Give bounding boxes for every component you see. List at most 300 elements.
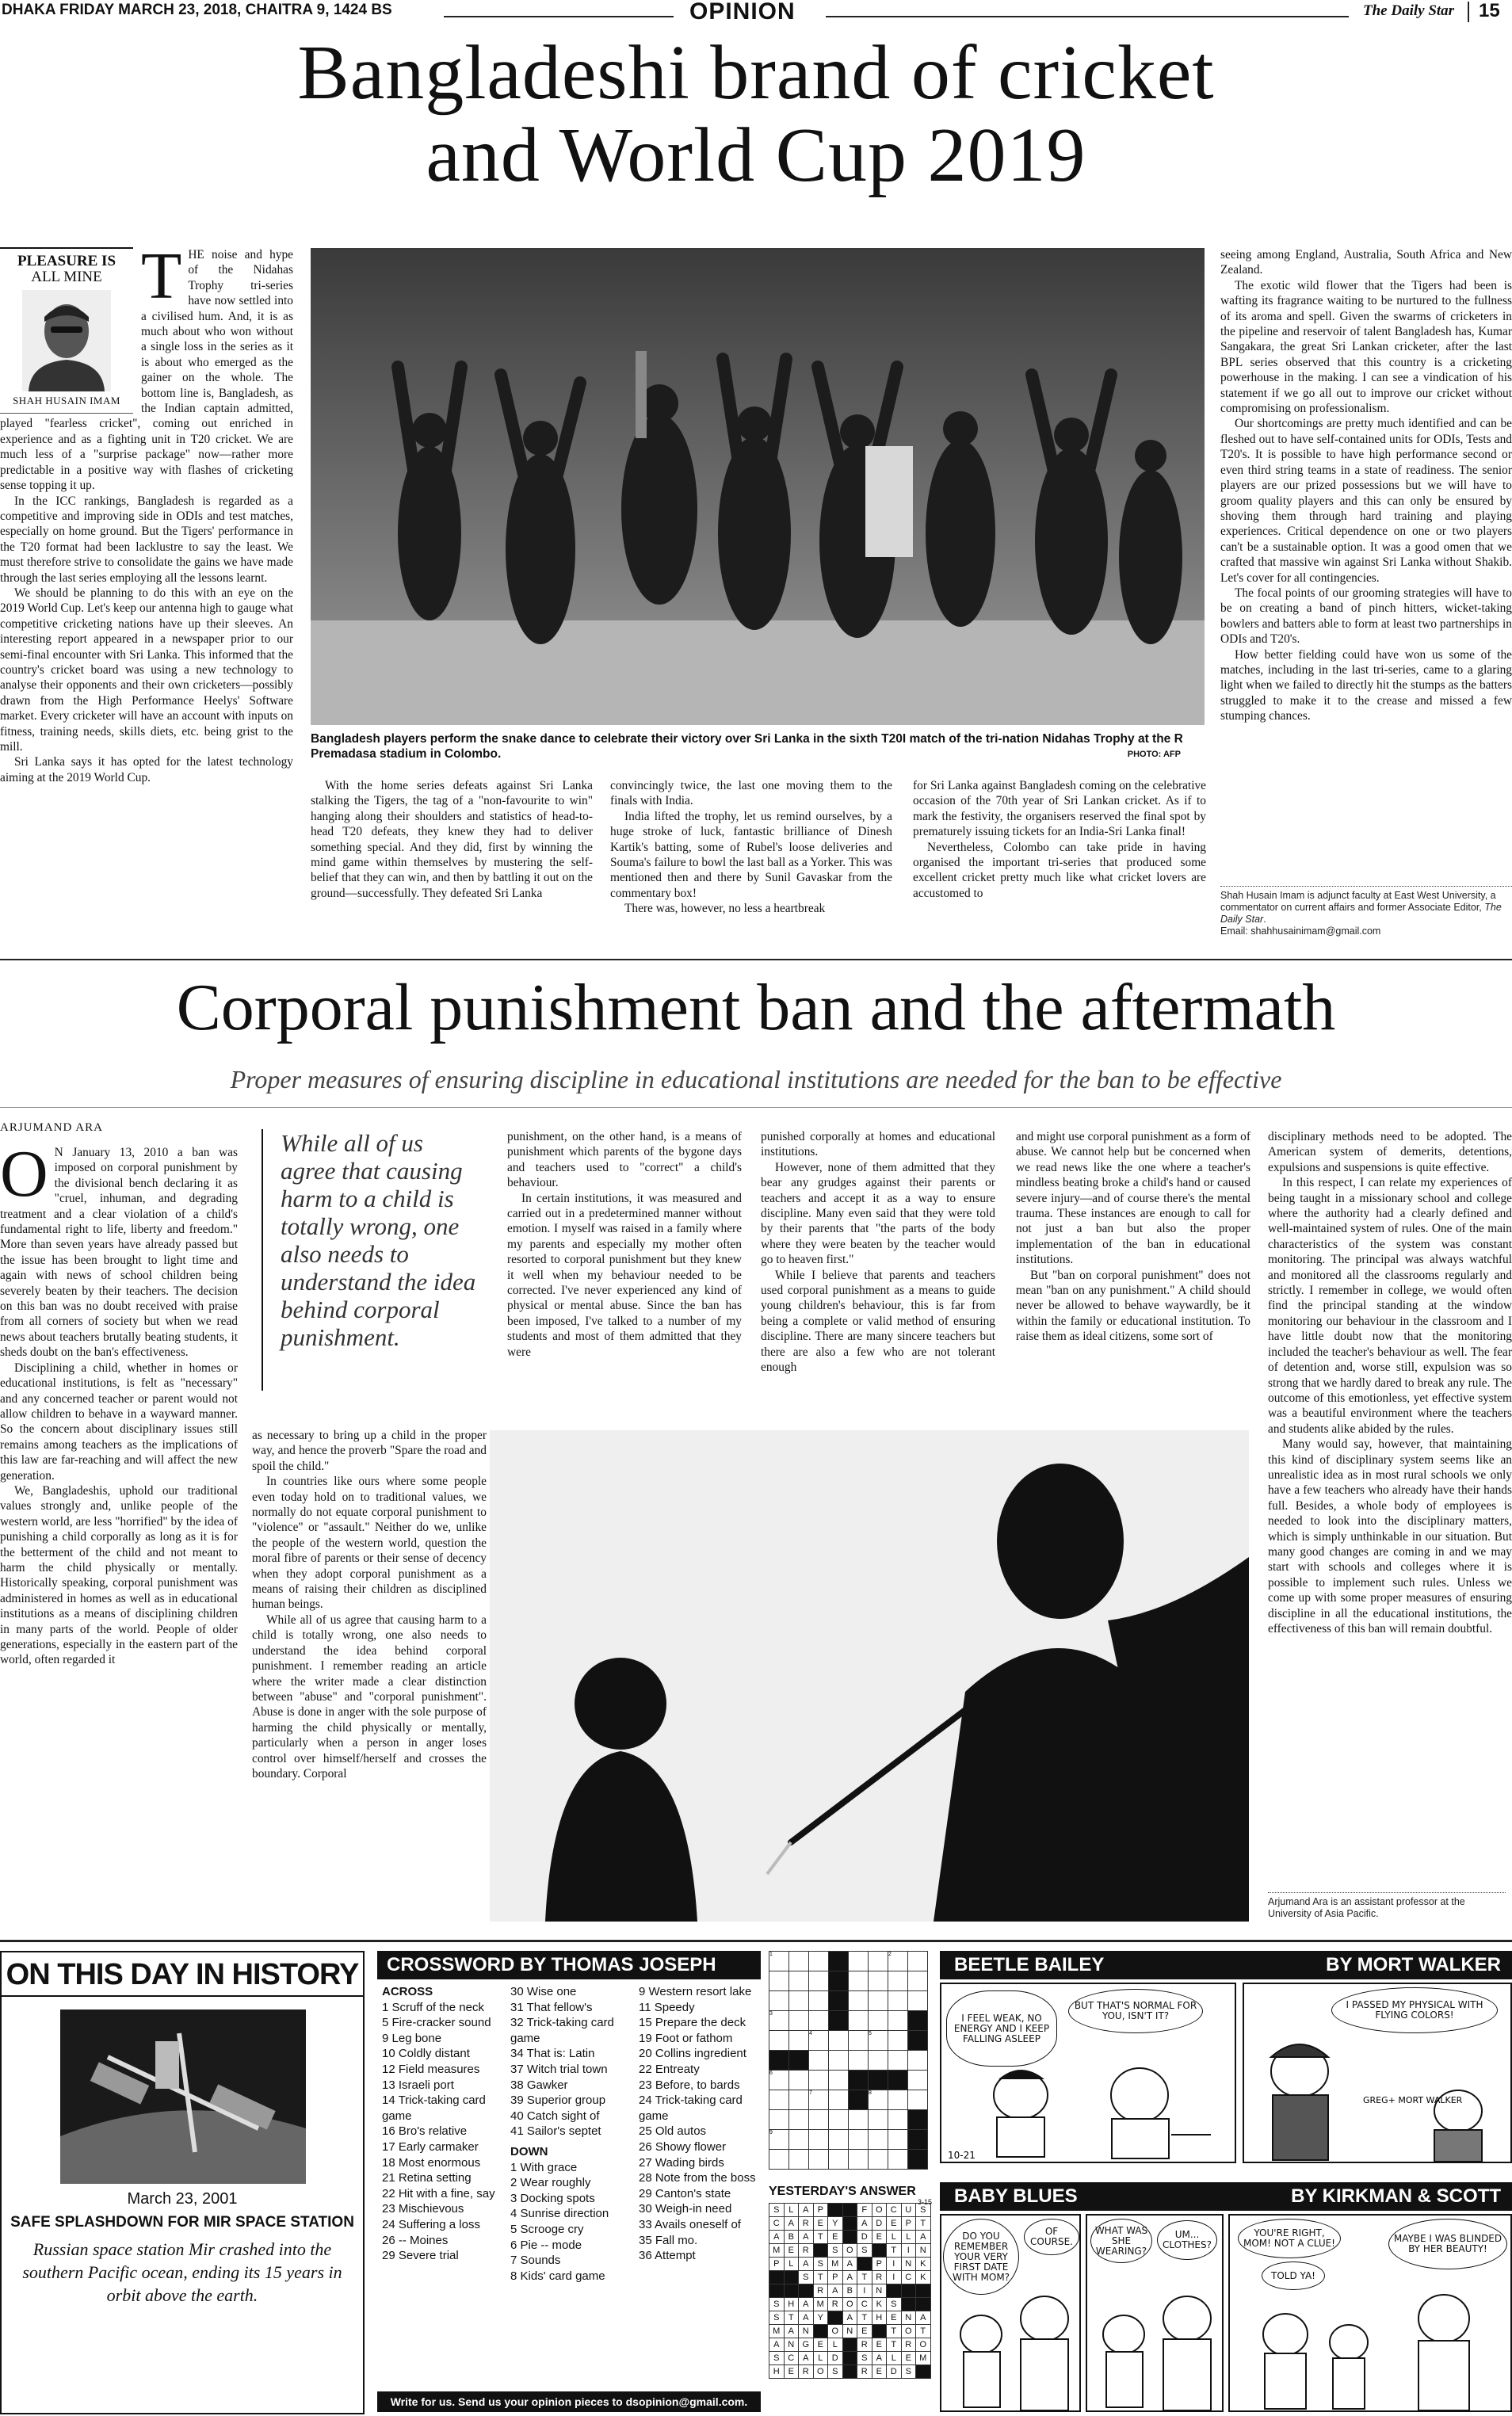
section-title: OPINION bbox=[689, 0, 796, 25]
answer-cell: S bbox=[828, 2365, 843, 2379]
answer-cell: F bbox=[857, 2204, 872, 2217]
clues-middle: 30 Wise one 31 That fellow's 32 Trick-taking card game 34 That is: Latin 37 Witch trial town 38 Gawker 39 Superior group 40 Catch sight of 41 Sailor's septet DOWN 1 With grace 2 Wear roughly 3 Docking spots 4 Sunrise direction 5 Scrooge cry 6 Pie -- mode 7 Sounds 8 Kids' card game bbox=[510, 1984, 636, 2396]
crossword-cell[interactable] bbox=[888, 2130, 908, 2150]
crossword-clue: 9 Western resort lake bbox=[639, 1985, 752, 1998]
crossword-cell[interactable] bbox=[908, 2130, 928, 2150]
crossword-cell[interactable]: 2 bbox=[888, 1952, 908, 1971]
answer-cell bbox=[916, 2284, 931, 2298]
crossword-cell[interactable] bbox=[869, 2150, 888, 2170]
answer-cell: T bbox=[887, 2338, 902, 2352]
crossword-clue: 22 Entreaty bbox=[639, 2062, 700, 2076]
answer-cell: H bbox=[769, 2365, 785, 2379]
answer-cell: E bbox=[784, 2365, 799, 2379]
crossword-cell[interactable] bbox=[809, 2071, 829, 2090]
answer-cell bbox=[916, 2365, 931, 2379]
crossword-cell[interactable]: 1 bbox=[769, 1952, 789, 1971]
crossword-clue: 23 Mischievous bbox=[382, 2202, 464, 2216]
answer-cell: O bbox=[813, 2365, 828, 2379]
crossword-cell[interactable]: 6 bbox=[769, 2071, 789, 2090]
crossword-cell[interactable] bbox=[829, 2031, 849, 2051]
answer-cell: M bbox=[916, 2352, 931, 2365]
answer-cell: S bbox=[769, 2298, 785, 2311]
answer-cell: S bbox=[769, 2311, 785, 2325]
answer-cell: N bbox=[799, 2325, 814, 2338]
babyblues-panel-2 bbox=[1086, 2214, 1224, 2412]
answer-cell: T bbox=[784, 2311, 799, 2325]
author-name: SHAH HUSAIN IMAM bbox=[13, 395, 120, 406]
answer-cell: E bbox=[828, 2231, 843, 2244]
photo-caption: Bangladesh players perform the snake dance to celebrate their victory over Sri Lanka in the sixth T20I match of the tri-nation Nidahas Trophy at the R Premadasa stadium in Colombo. PHOTO: AFP bbox=[311, 732, 1183, 761]
crossword-clue: 8 Kids' card game bbox=[510, 2269, 605, 2283]
crossword-cell[interactable] bbox=[789, 2110, 809, 2130]
headline-line-1: Bangladeshi brand of cricket bbox=[297, 30, 1215, 116]
column-tag-line-2: ALL MINE bbox=[31, 269, 102, 285]
masthead-rule-left bbox=[444, 16, 674, 17]
answer-cell: L bbox=[901, 2231, 916, 2244]
photo-credit: PHOTO: AFP bbox=[1127, 750, 1181, 759]
crossword-cell[interactable] bbox=[809, 2130, 829, 2150]
answer-cell bbox=[784, 2271, 799, 2284]
answer-cell: T bbox=[813, 2271, 828, 2284]
crossword-cell[interactable]: 5 bbox=[869, 2031, 888, 2051]
answer-cell: C bbox=[857, 2298, 872, 2311]
answer-cell: S bbox=[916, 2204, 931, 2217]
crossword-cell[interactable] bbox=[829, 1991, 849, 2011]
drop-cap: O bbox=[0, 1145, 48, 1211]
answer-cell: A bbox=[916, 2231, 931, 2244]
answer-cell bbox=[828, 2204, 843, 2217]
crossword-cell[interactable] bbox=[829, 2051, 849, 2071]
answer-cell: R bbox=[857, 2338, 872, 2352]
answer-cell: O bbox=[901, 2325, 916, 2338]
answer-cell: A bbox=[872, 2352, 887, 2365]
crossword-clue: 37 Witch trial town bbox=[510, 2062, 608, 2076]
crossword-clue: 1 With grace bbox=[510, 2160, 578, 2174]
crossword-cell[interactable] bbox=[849, 2051, 869, 2071]
crossword-cell[interactable] bbox=[888, 2051, 908, 2071]
answer-cell: E bbox=[887, 2311, 902, 2325]
answer-cell: R bbox=[799, 2244, 814, 2258]
answer-cell: B bbox=[784, 2231, 799, 2244]
answer-cell: P bbox=[828, 2271, 843, 2284]
masthead-divider bbox=[1468, 2, 1469, 22]
crossword-clue: 36 Attempt bbox=[639, 2249, 696, 2263]
answer-cell: N bbox=[916, 2244, 931, 2258]
crossword-cell[interactable] bbox=[769, 2031, 789, 2051]
answer-cell: M bbox=[769, 2244, 785, 2258]
answer-cell: D bbox=[857, 2231, 872, 2244]
answer-cell bbox=[872, 2325, 887, 2338]
crossword-cell[interactable] bbox=[849, 1991, 869, 2011]
answer-cell: R bbox=[901, 2338, 916, 2352]
answer-cell: O bbox=[842, 2244, 857, 2258]
crossword-clue: 12 Field measures bbox=[382, 2062, 480, 2076]
crossword-cell[interactable] bbox=[809, 1991, 829, 2011]
crossword-cell[interactable] bbox=[769, 2150, 789, 2170]
speech-bubble: I PASSED MY PHYSICAL WITH FLYING COLORS! bbox=[1331, 1987, 1498, 2033]
crossword-cell[interactable] bbox=[908, 1991, 928, 2011]
crossword-cell[interactable] bbox=[829, 2011, 849, 2031]
svg-text:10-21: 10-21 bbox=[948, 2150, 976, 2161]
answer-cell: D bbox=[872, 2217, 887, 2231]
crossword-clue: 6 Pie -- mode bbox=[510, 2238, 582, 2252]
crossword-clue: 26 Showy flower bbox=[639, 2139, 727, 2154]
subhead-rule bbox=[0, 1107, 1512, 1108]
answer-cell: R bbox=[799, 2217, 814, 2231]
answer-cell: N bbox=[901, 2311, 916, 2325]
crossword-clue: 25 Old autos bbox=[639, 2124, 707, 2139]
crossword-cell[interactable] bbox=[809, 2051, 829, 2071]
crossword-cell[interactable] bbox=[908, 1952, 928, 1971]
crossword-cell[interactable]: 3 bbox=[769, 2011, 789, 2031]
answer-cell: I bbox=[857, 2284, 872, 2298]
answer-cell: S bbox=[813, 2258, 828, 2271]
crossword-cell[interactable] bbox=[829, 2130, 849, 2150]
article2-author-bio: Arjumand Ara is an assistant professor at the University of Asia Pacific. bbox=[1268, 1892, 1506, 1920]
masthead-rule-right bbox=[826, 16, 1349, 17]
answer-cell: I bbox=[901, 2244, 916, 2258]
crossword-cell[interactable] bbox=[869, 2071, 888, 2090]
speech-bubble: MAYBE I WAS BLINDED BY HER BEAUTY! bbox=[1388, 2219, 1507, 2269]
crossword-cell[interactable] bbox=[829, 2150, 849, 2170]
crossword-cell[interactable] bbox=[829, 1952, 849, 1971]
answer-cell: S bbox=[799, 2271, 814, 2284]
crossword-cell[interactable] bbox=[869, 2110, 888, 2130]
crossword-clue: 9 Leg bone bbox=[382, 2031, 442, 2045]
article2-column-1: O N January 13, 2010 a ban was imposed on corporal punishment by the divisional bench declaring it as "cruel, inhuman, and degrading treatment and a clear violation of a child's fundamental right to life, liberty and freedom." More than seven years have already passed but the issue has been brought to light time and again with news of school children being severely beaten by their teachers. The decision on this ban was no doubt received with praise from all corners of society but when we read news about teachers brutally beating students, it sheds doubt on the ban's effectiveness. Disciplining a child, whether in homes or educational institutions, is felt as "necessary" and any concerned teacher or parent would not allow children to behave in a wayward manner. So the concern about disciplinary issues still remains among teachers as the implications of this law are far-reaching and will affect the new generation. We, Bangladeshis, uphold our traditional values strongly and, unlike people of the western world, are less "horrified" by the idea of punishing a child corporally as long as it is for the betterment of the child and not meant to harm the child physically or mentally. Historically speaking, corporal punishment was administered in homes as well as in educational institutions as a means of disciplining children in many parts of the world. People of older generations, especially in the eastern part of the world, often regarded it bbox=[0, 1145, 238, 1667]
crossword-cell[interactable] bbox=[908, 2051, 928, 2071]
answer-cell: P bbox=[769, 2258, 785, 2271]
history-headline: SAFE SPLASHDOWN FOR MIR SPACE STATION bbox=[10, 2214, 354, 2231]
crossword-cell[interactable] bbox=[809, 2150, 829, 2170]
answer-cell: C bbox=[901, 2271, 916, 2284]
crossword-cell[interactable] bbox=[869, 1971, 888, 1991]
crossword-clue: 23 Before, to bards bbox=[639, 2078, 740, 2092]
answer-cell: S bbox=[769, 2352, 785, 2365]
crossword-cell[interactable] bbox=[908, 2150, 928, 2170]
crossword-cell[interactable] bbox=[769, 2090, 789, 2110]
answer-cell: E bbox=[813, 2338, 828, 2352]
crossword-clue: 39 Superior group bbox=[510, 2093, 606, 2108]
article2-author: ARJUMAND ARA bbox=[0, 1121, 103, 1134]
crossword-cell[interactable] bbox=[869, 2130, 888, 2150]
crossword-cell[interactable] bbox=[849, 1971, 869, 1991]
answer-cell: T bbox=[857, 2311, 872, 2325]
crossword-cell[interactable] bbox=[829, 2090, 849, 2110]
headline-line-2: and World Cup 2019 bbox=[426, 113, 1086, 198]
speech-bubble: WHAT WAS SHE WEARING? bbox=[1090, 2219, 1152, 2263]
clue-list-2b bbox=[510, 2160, 636, 2284]
crossword-grid-table[interactable] bbox=[769, 1951, 928, 2170]
pull-quote: While all of us agree that causing harm to a child is totally wrong, one also needs to understand the idea behind corporal punishment. bbox=[262, 1129, 477, 1391]
answer-cell: E bbox=[857, 2325, 872, 2338]
answer-cell: D bbox=[828, 2352, 843, 2365]
answer-cell: K bbox=[916, 2258, 931, 2271]
answer-cell: M bbox=[813, 2298, 828, 2311]
crossword-clue: 32 Trick-taking card game bbox=[510, 2016, 614, 2045]
crossword-cell[interactable] bbox=[888, 2150, 908, 2170]
crossword-cell[interactable] bbox=[789, 2031, 809, 2051]
crossword-cell[interactable] bbox=[789, 2071, 809, 2090]
article1-paragraph-1: THE noise and hype of the Nidahas Trophy tri-series have now settled into a civilised hum. And, it is as much about who won without a single loss in the series as it is about who emerged as the gainer on the whole. The bottom line is, Bangladesh, as the Indian captain admitted, played "fearless cricket", coming out enriched in experience and as a fighting unit in T20 cricket. We are much less of a "surprise package" now—rather more predictable in a positive way with flashes of cricketing sense topping it up. bbox=[0, 247, 293, 493]
history-date: March 23, 2001 bbox=[127, 2190, 238, 2208]
crossword-cell[interactable] bbox=[789, 2051, 809, 2071]
answer-cell: K bbox=[916, 2271, 931, 2284]
crossword-cell[interactable]: 7 bbox=[809, 2090, 829, 2110]
crossword-footer: Write for us. Send us your opinion pieces to dsopinion@gmail.com. bbox=[377, 2391, 761, 2412]
answer-cell bbox=[887, 2284, 902, 2298]
answer-cell: L bbox=[784, 2204, 799, 2217]
crossword-cell[interactable] bbox=[829, 1971, 849, 1991]
column-tag-line-1: PLEASURE IS bbox=[17, 253, 116, 269]
crossword-cell[interactable] bbox=[888, 2110, 908, 2130]
crossword-clue: 22 Hit with a fine, say bbox=[382, 2186, 495, 2200]
answer-cell: P bbox=[901, 2217, 916, 2231]
crossword-cell[interactable] bbox=[769, 1991, 789, 2011]
crossword-cell[interactable] bbox=[809, 2110, 829, 2130]
answer-cell: T bbox=[887, 2244, 902, 2258]
crossword-clue: 5 Fire-cracker sound bbox=[382, 2016, 491, 2030]
crossword-cell[interactable] bbox=[789, 1971, 809, 1991]
article1-column-3: convincingly twice, the last one moving them to the finals with India. India lifted the trophy, let us remind ourselves, by a huge stroke of luck, fantastic brilliance of Dinesh Kartik's batting, some of Rubel's loose deliveries and Souma's failure to bowl the last ball as a Yorker. This was mentioned then and there by Sunil Gavaskar from the commentary box! There was, however, no less a heartbreak bbox=[610, 779, 892, 916]
crossword-cell[interactable] bbox=[908, 1971, 928, 1991]
article1-paragraph: In the ICC rankings, Bangladesh is regarded as a competitive and improving side in ODIs and test matches, especially on home ground. But the Tigers' performance in the T20 format had been lacklustre to say the least. We must therefore strive to consolidate the gains we have made through the last series employing all the lessons learnt. bbox=[0, 494, 293, 585]
answer-cell: S bbox=[769, 2204, 785, 2217]
clue-list-1 bbox=[382, 2000, 507, 2264]
corporal-punishment-photo bbox=[490, 1430, 1249, 1922]
answer-cell: C bbox=[887, 2204, 902, 2217]
crossword-cell[interactable] bbox=[849, 2090, 869, 2110]
crossword-cell[interactable] bbox=[908, 2011, 928, 2031]
article1-paragraph: Sri Lanka says it has opted for the latest technology aiming at the 2019 World Cup. bbox=[0, 755, 293, 784]
crossword-clue: 27 Wading birds bbox=[639, 2155, 724, 2170]
answer-cell: A bbox=[799, 2204, 814, 2217]
crossword-clue: 35 Fall mo. bbox=[639, 2233, 698, 2247]
answer-cell: I bbox=[887, 2258, 902, 2271]
answer-cell: A bbox=[784, 2217, 799, 2231]
crossword-clue: 21 Retina setting bbox=[382, 2171, 472, 2185]
babyblues-panel2-drawing bbox=[1087, 2216, 1224, 2412]
answer-cell bbox=[916, 2298, 931, 2311]
section-divider bbox=[0, 959, 1512, 960]
crossword-clue: 24 Suffering a loss bbox=[382, 2217, 480, 2231]
crossword-cell[interactable] bbox=[849, 2150, 869, 2170]
answer-cell: L bbox=[813, 2352, 828, 2365]
answer-cell bbox=[813, 2325, 828, 2338]
crossword-grid[interactable] bbox=[769, 1951, 932, 2204]
crossword-cell[interactable] bbox=[888, 2071, 908, 2090]
crossword-clue: 28 Note from the boss bbox=[639, 2171, 756, 2185]
beetle-panel-2 bbox=[1243, 1983, 1512, 2163]
answer-cell: B bbox=[842, 2284, 857, 2298]
crossword-clue: 30 Wise one bbox=[510, 1985, 577, 1998]
crossword-cell[interactable]: 8 bbox=[869, 2090, 888, 2110]
crossword-clue: 40 Catch sight of bbox=[510, 2109, 600, 2123]
crossword-clue: 38 Gawker bbox=[510, 2078, 568, 2092]
history-title: ON THIS DAY IN HISTORY bbox=[2, 1952, 363, 1997]
answer-cell bbox=[842, 2231, 857, 2244]
crossword-cell[interactable] bbox=[769, 2051, 789, 2071]
masthead bbox=[0, 0, 1512, 27]
crossword-clue: 34 That is: Latin bbox=[510, 2047, 595, 2061]
crossword-cell[interactable] bbox=[789, 2011, 809, 2031]
answer-cell bbox=[842, 2352, 857, 2365]
silhouette-teacher-child-image bbox=[490, 1430, 1249, 1922]
answer-cell: R bbox=[872, 2271, 887, 2284]
answer-cell: A bbox=[916, 2311, 931, 2325]
answer-cell bbox=[901, 2298, 916, 2311]
speech-bubble: YOU'RE RIGHT, MOM! NOT A CLUE! bbox=[1238, 2219, 1341, 2258]
beetle-bailey-header: BEETLE BAILEY BY MORT WALKER bbox=[940, 1951, 1512, 1979]
crossword-cell[interactable] bbox=[789, 2090, 809, 2110]
answer-cell: E bbox=[813, 2217, 828, 2231]
crossword-cell[interactable] bbox=[869, 2051, 888, 2071]
answer-cell: A bbox=[842, 2271, 857, 2284]
mir-space-station-photo bbox=[60, 2010, 306, 2184]
crossword-cell[interactable] bbox=[829, 2071, 849, 2090]
answer-cell: O bbox=[842, 2298, 857, 2311]
answer-cell: A bbox=[842, 2311, 857, 2325]
answer-cell bbox=[857, 2258, 872, 2271]
answer-cell: T bbox=[916, 2217, 931, 2231]
crossword-cell[interactable] bbox=[849, 2130, 869, 2150]
crossword-clue: 11 Speedy bbox=[639, 2000, 695, 2014]
crossword-cell[interactable] bbox=[908, 2090, 928, 2110]
crossword-cell[interactable] bbox=[849, 2011, 869, 2031]
baby-blues-header: BABY BLUES BY KIRKMAN & SCOTT bbox=[940, 2182, 1512, 2211]
answer-cell: O bbox=[916, 2338, 931, 2352]
answer-cell: L bbox=[828, 2338, 843, 2352]
answer-cell: T bbox=[916, 2325, 931, 2338]
answer-cell: C bbox=[784, 2352, 799, 2365]
crossword-clue: 33 Avails oneself of bbox=[639, 2217, 741, 2231]
answer-cell: M bbox=[769, 2325, 785, 2338]
speech-bubble: I FEEL WEAK, NO ENERGY AND I KEEP FALLING ASLEEP bbox=[946, 1990, 1057, 2067]
article1-paragraph: We should be planning to do this with an eye on the 2019 World Cup. Let's keep our antenna high to gauge what competitive cricketing nations have up their sleeves. An interesting report appeared in a newspaper prior to our semi-final encounter with Sri Lanka. This informed that the country's cricket board was using a new technology to analyse their opponents and their own cricketers—possibly drawn from the High Performance Heelys' Software market. Every cricketer will have an account with inputs on fitness, training needs, skills diets, etc. being grist to the mill. bbox=[0, 586, 293, 754]
answer-cell: K bbox=[872, 2298, 887, 2311]
crossword-clue: 18 Most enormous bbox=[382, 2155, 481, 2170]
speech-bubble: BUT THAT'S NORMAL FOR YOU, ISN'T IT? bbox=[1068, 1989, 1203, 2033]
crossword-cell[interactable] bbox=[809, 2011, 829, 2031]
beetle-panel-1 bbox=[940, 1983, 1236, 2163]
beetle-bailey-strip bbox=[940, 1983, 1512, 2163]
crossword-cell[interactable] bbox=[829, 2110, 849, 2130]
answer-cell: Y bbox=[813, 2311, 828, 2325]
crossword-cell[interactable] bbox=[888, 1991, 908, 2011]
beetle-soldier-drawing bbox=[1244, 1984, 1512, 2163]
crossword-cell[interactable]: 4 bbox=[809, 2031, 829, 2051]
crossword-cell[interactable] bbox=[849, 2071, 869, 2090]
answer-cell: R bbox=[813, 2284, 828, 2298]
article2-column-4: punished corporally at homes and educational institutions. However, none of them admitted that they bear any grudges against their parents or teachers and accept it as a way to ensure discipline. Many even said that they were told by their parents that "the parts of the body where they were beaten by the teacher would go to heaven first." While I believe that parents and teachers used corporal punishment as a means to guide young children's behaviour, this is far from being a complete or valid method of ensuring discipline. There are many sincere teachers but there are also a few who are not tolerant enough bbox=[761, 1130, 995, 1375]
crossword-clue: 41 Sailor's septet bbox=[510, 2124, 601, 2139]
crossword-cell[interactable] bbox=[869, 1991, 888, 2011]
crossword-cell[interactable] bbox=[908, 2071, 928, 2090]
crossword-cell[interactable] bbox=[869, 2011, 888, 2031]
answer-cell: N bbox=[872, 2284, 887, 2298]
crossword-cell[interactable] bbox=[849, 2031, 869, 2051]
answer-cell: H bbox=[872, 2311, 887, 2325]
answer-cell: R bbox=[799, 2365, 814, 2379]
answer-cell: S bbox=[857, 2244, 872, 2258]
answer-cell: T bbox=[857, 2271, 872, 2284]
answer-cell bbox=[842, 2365, 857, 2379]
crossword-clue: 20 Collins ingredient bbox=[639, 2047, 746, 2061]
crossword-cell[interactable] bbox=[769, 2110, 789, 2130]
answer-cell bbox=[901, 2284, 916, 2298]
answer-cell: A bbox=[769, 2231, 785, 2244]
article2-column-6: disciplinary methods need to be adopted. The American system of demerits, detentions, expulsions and suspensions is quite effective. In this respect, I can relate my experiences of being taught in a missionary school and college where the authority had a clearly defined and well-maintained system of rules. One of the main characteristics of the system was constant monitoring. The principal was always watchful and monitored all the classrooms regularly and strictly. I remember in college, we would often find the principal standing at the window monitoring our behaviour in the classroom and I have little doubt now that the monitoring included the teacher's behaviour as well. The fear of detention and, worse still, expulsion was so strong that we hardly dared to break any rule. The outcome of this emotionless, yet effective system was a beautiful environment where the teachers and students alike abided by the rules. Many would say, however, that maintaining this kind of disciplinary system seems like an unrealistic idea as in most rural schools we only have a few teachers who already have their hands full. Besides, a whole body of employees is needed to look into the disciplinary matters, which is simply unthinkable in our situation. But many good changes are coming in and we may start with schools and colleges where it is possible to implement such rules. Unless we come up with some proper measures of ensuring discipline in all the educational institutions, the effectiveness of this ban will remain doubtful. bbox=[1268, 1130, 1512, 1635]
crossword-cell[interactable] bbox=[888, 2011, 908, 2031]
answer-cell: E bbox=[872, 2231, 887, 2244]
answer-cell: A bbox=[828, 2284, 843, 2298]
yesterday-answer-grid bbox=[769, 2203, 932, 2379]
crossword-clue: 15 Prepare the deck bbox=[639, 2016, 746, 2030]
answer-cell: E bbox=[887, 2217, 902, 2231]
answer-cell: L bbox=[887, 2231, 902, 2244]
answer-cell: O bbox=[828, 2325, 843, 2338]
answer-cell: N bbox=[901, 2258, 916, 2271]
crossword-cell[interactable] bbox=[809, 1971, 829, 1991]
crossword-cell[interactable] bbox=[849, 1952, 869, 1971]
crossword-cell[interactable] bbox=[888, 1971, 908, 1991]
crossword-cell[interactable] bbox=[908, 2110, 928, 2130]
article1-column-2: With the home series defeats against Sri Lanka stalking the Tigers, the tag of a "non-favourite to win" hanging along their shoulders and statistics of head-to-head T20 defeats, they knew they had to deliver something special. And they did, first by winning the mind game within themselves by mustering the self-belief that they can win, and then by battling it out on the ground—successfully. They defeated Sri Lanka bbox=[311, 779, 593, 900]
speech-bubble: UM... CLOTHES? bbox=[1157, 2220, 1217, 2260]
answer-cell: C bbox=[769, 2217, 785, 2231]
crossword-box bbox=[377, 1951, 932, 2414]
article1-column-4: for Sri Lanka against Bangladesh coming on the celebrative occasion of the 70th year of Sri Lankan cricket. As if to mark the festivity, the organisers reserved the final spot by prematurely issuing tickets for an India-Sri Lanka final! Nevertheless, Colombo can take pride in having organised the important tri-series that produced some excellent cricket pretty much like what cricket lovers are accustomed to bbox=[913, 779, 1206, 900]
answer-cell: S bbox=[857, 2352, 872, 2365]
svg-text:GREG+ MORT WALKER: GREG+ MORT WALKER bbox=[1363, 2095, 1463, 2105]
crossword-cell[interactable]: 9 bbox=[769, 2130, 789, 2150]
babyblues-panel1-drawing bbox=[941, 2216, 1081, 2412]
speech-bubble: DO YOU REMEMBER YOUR VERY FIRST DATE WITH MOM? bbox=[943, 2219, 1019, 2295]
babyblues-panel-3 bbox=[1228, 2214, 1512, 2412]
article1-column-5: seeing among England, Australia, South Africa and New Zealand. The exotic wild flower that the Tigers had been is wafting its fragrance waiting to be nurtured to the fullness of its aroma and spell. Given the swarms of cricketers in the pipeline and reservoir of talent Bangladesh has, Kumar Sangakara, the great Sri Lankan cricketer, after the last BPL series observed that this country is a cricketing powerhouse in the making. I can see a vindication of his statement if we go all out to improve our cricket without compromising on professionalism. Our shortcomings are pretty much identified and can be fleshed out to have self-contained units for ODIs, Tests and T20's. It is possible to have high performance second or even third string teams in a state of readiness. The senior players are our prized possessions but we will have to groom quality players and this can only be ensured by shoving them through hard training and playing experiences. Critical dependence on one or two players can't be a sustainable option. It was a good omen that we crafted that massive win against Sri Lanka without Shakib. Let's cover for all contingencies. The focal points of our grooming strategies will have to be on creating a band of pinch hitters, wicket-taking bowlers and batters able to form at least two partnerships in ODIs and T20's. How better fielding could have won us some of the matches, including in the last tri-series, came to a glaring light when we failed to directly hit the stumps as the batters struggled to make it to the crease and missed a few stumping chances. bbox=[1220, 248, 1512, 723]
speech-bubble: TOLD YA! bbox=[1262, 2261, 1325, 2290]
crossword-cell[interactable] bbox=[849, 2110, 869, 2130]
answer-cell: D bbox=[887, 2365, 902, 2379]
article2-column-3: punishment, on the other hand, is a means of punishment which parents of the bygone days and teachers used to "correct" a child's behaviour. In certain institutions, it was measured and carried out in a predetermined manner without emotion. I myself was raised in a family where my parents and especially my mother often resorted to corporal punishment but they knew it well when my behaviour needed to be corrected. I've never experienced any kind of physical or mental abuse. Since the ban has been imposed, I've talked to a number of my students and most of them admitted that they were bbox=[507, 1130, 742, 1359]
answer-cell: H bbox=[784, 2298, 799, 2311]
answer-cell: A bbox=[857, 2217, 872, 2231]
crossword-cell[interactable] bbox=[869, 1952, 888, 1971]
crossword-cell[interactable] bbox=[809, 1952, 829, 1971]
answer-cell: L bbox=[784, 2258, 799, 2271]
clues-across: ACROSS 1 Scruff of the neck 5 Fire-cracker sound 9 Leg bone 10 Coldly distant 12 Field measures 13 Israeli port 14 Trick-taking card game 16 Bro's relative 17 Early carmaker 18 Most enormous 21 Retina setting 22 Hit with a fine, say 23 Mischievous 24 Suffering a loss 26 -- Moines 29 Severe trial bbox=[382, 1984, 507, 2396]
answer-cell: S bbox=[901, 2365, 916, 2379]
speech-bubble: OF COURSE. bbox=[1024, 2219, 1079, 2255]
article2-column-2: as necessary to bring up a child in the proper way, and hence the proverb "Spare the road and spoil the child." In countries like ours where some people even today hold on to traditional values, we normally do not equate corporal punishment to "violence" or "assault." Neither do we, unlike the people of the western world, question the moral fibre of parents or their sense of decency when they adopt corporal punishment as a means of raising their children as disciplined human beings. While all of us agree that causing harm to a child is totally wrong, one also needs to understand the idea behind corporal punishment. I remember reading an article where the writer made a clear distinction between "abuse" and "corporal punishment". Abuse is done in anger with the sole purpose of harming the child physically or mentally, particularly when a person in anger loses control over himself/herself and crosses the boundary. Corporal bbox=[252, 1429, 487, 1781]
crossword-cell[interactable] bbox=[789, 1952, 809, 1971]
article2-subhead: Proper measures of ensuring discipline in educational institutions are needed for the ban to be effective bbox=[230, 1065, 1282, 1093]
crossword-cell[interactable] bbox=[789, 2150, 809, 2170]
masthead-date: DHAKA FRIDAY MARCH 23, 2018, CHAITRA 9, 1424 BS bbox=[2, 2, 392, 18]
crossword-cell[interactable] bbox=[888, 2090, 908, 2110]
answer-cell: R bbox=[828, 2298, 843, 2311]
crossword-clue: 29 Severe trial bbox=[382, 2249, 459, 2263]
crossword-cell[interactable] bbox=[908, 2031, 928, 2051]
crossword-cell[interactable] bbox=[769, 1971, 789, 1991]
crossword-cell[interactable] bbox=[789, 2130, 809, 2150]
crossword-clue: 13 Israeli port bbox=[382, 2078, 454, 2092]
answer-cell: L bbox=[887, 2352, 902, 2365]
answer-cell: E bbox=[872, 2365, 887, 2379]
crossword-cell[interactable] bbox=[888, 2031, 908, 2051]
answer-cell: A bbox=[799, 2311, 814, 2325]
crossword-cell[interactable] bbox=[789, 1991, 809, 2011]
